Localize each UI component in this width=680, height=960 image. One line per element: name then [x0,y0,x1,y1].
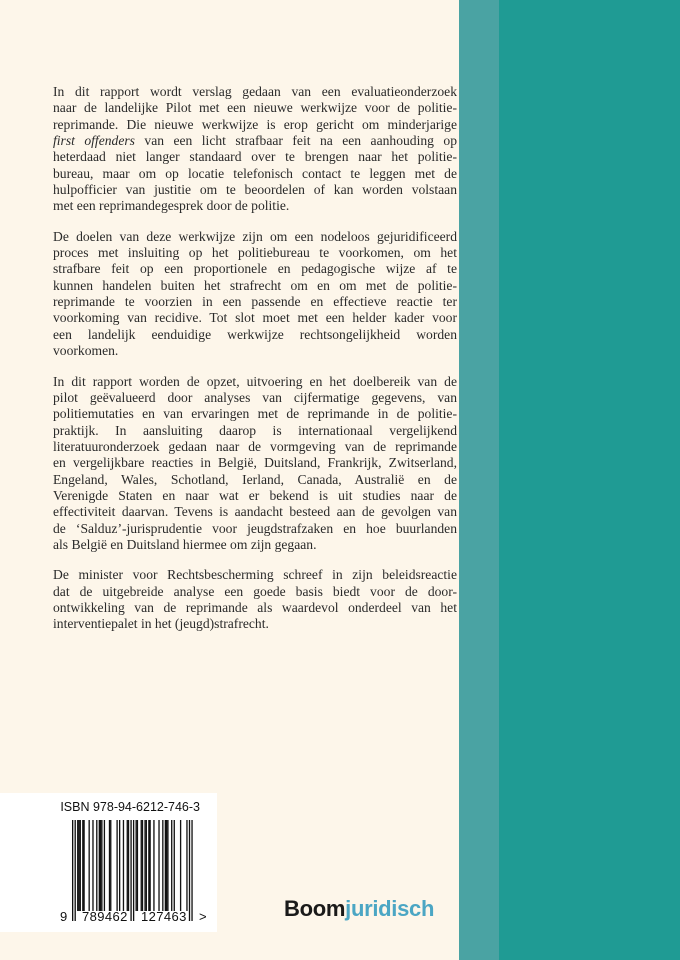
barcode-bar [128,820,129,911]
barcode-bar [144,820,145,911]
barcode-bar [191,820,192,921]
barcode-bar [89,820,90,911]
barcode-bar [174,820,175,911]
blurb-paragraph [53,229,457,360]
blurb-line: interventiepalet in het (jeugd)strafrecht. [53,616,269,632]
blurb-line: De doelen van deze werkwijze zijn om een nodeloos gejuridificeerd [53,228,457,244]
blurb-line: naar de landelijke Pilot met een nieuwe werkwijze voor de politie- [53,100,457,116]
barcode-bar [166,820,167,911]
barcode-bar [123,820,124,911]
blurb-line: dat de uitgebreide analyse een goede basis biedt voor de door- [53,583,457,599]
barcode-bar [96,820,97,911]
blurb-line: de ‘Salduz’-jurisprudentie voor jeugdstrafzaken en hoe buurlanden [53,520,457,536]
barcode-bar [158,820,159,911]
blurb-line: reprimande te voorzien in een passende en effectieve reactie ter [53,294,457,310]
barcode-bar [109,820,110,911]
barcode-bar [153,820,154,911]
barcode-bar [80,820,81,911]
barcode-bar [99,820,100,911]
barcode-bar [100,820,101,911]
blurb-line: voorkomen. [53,343,119,359]
blurb-line: Verenigde Staten en naar wat er bekend is uit studies naar de [53,487,457,503]
barcode-bar [75,820,76,921]
blurb-line: reprimande. Die nieuwe werkwijze is erop gericht om minderjarige [53,116,457,132]
barcode-bar [167,820,168,911]
front-cover-edge [499,0,680,960]
barcode-bar [137,820,138,911]
blurb-paragraph [53,84,457,215]
barcode-bar [83,820,84,911]
blurb-line: effectiviteit daarvan. Tevens is aandacht besteed aan de gevolgen van [53,504,457,520]
barcode-bar [186,820,187,911]
isbn-barcode [0,793,217,932]
barcode-bar [92,820,93,911]
barcode-bar [104,820,105,911]
publisher-logo [284,896,434,922]
barcode-bar [136,820,137,911]
back-cover-blurb [53,84,457,647]
spine-band-light [459,0,499,960]
barcode-bar [116,820,117,911]
barcode-digit-first: 9 [60,909,68,924]
blurb-paragraph [53,374,457,554]
barcode-digits-right: 127463 [141,909,187,924]
italic-term: first offenders [53,133,135,149]
barcode-bar [141,820,142,911]
barcode-bar [130,820,131,921]
blurb-line: hulpofficier van justitie om te beoordelen of kan worden volstaan [53,182,457,198]
blurb-line: strafbare feit op een proportionele en pedagogische wijze af te [53,261,457,277]
barcode-bar [146,820,147,911]
blurb-line-rest: van een licht strafbaar feit na een aanhouding op [134,133,457,149]
blurb-line: kunnen handelen buiten het strafrecht om en om met de politie- [53,277,457,293]
barcode-bar [72,820,73,921]
barcode-bar [162,820,163,911]
blurb-line [53,133,457,149]
blurb-line: ontwikkeling van de reprimande als waardevol onderdeel van het [53,599,457,615]
blurb-line: met een reprimandegesprek door de politie. [53,198,290,214]
logo-boom: Boom [284,896,346,921]
barcode-digits-left: 789462 [82,909,128,924]
blurb-line: literatuuronderzoek gedaan naar de vormgeving van de reprimande [53,438,457,454]
barcode-bar [189,820,190,921]
isbn-label: ISBN 978-94-6212-746-3 [60,800,200,814]
blurb-line: politiemutaties en van ervaringen met de reprimande in de politie- [53,406,457,422]
blurb-line: als België en Duitsland hiermee om zijn gegaan. [53,536,317,552]
barcode-bar [142,820,143,911]
barcode-bar [101,820,102,911]
blurb-line: In dit rapport worden de opzet, uitvoering en het doelbereik van de [53,373,457,389]
blurb-line: De minister voor Rechtsbescherming schreef in zijn beleidsreactie [53,567,457,583]
blurb-line: proces met insluiting op het politiebureau te voorkomen, om het [53,245,457,261]
blurb-line: bureau, maar om op locatie telefonisch contact te leggen met de [53,165,457,181]
logo-juridisch: juridisch [345,896,435,921]
barcode-bar [127,820,128,911]
barcode-bar [78,820,79,911]
blurb-paragraph [53,567,457,632]
barcode-bar [77,820,78,911]
blurb-line: praktijk. In aansluiting daarop is internationaal vergelijkend [53,422,457,438]
barcode-bar [119,820,120,911]
barcode-bar [149,820,150,911]
barcode-bar [82,820,83,911]
barcode-quiet-marker: > [199,909,207,924]
barcode-bar [165,820,166,911]
barcode-bar [133,820,134,921]
blurb-line: Engeland, Wales, Schotland, Ierland, Canada, Australië en de [53,471,457,487]
blurb-line: pilot geëvalueerd door analyses van cijfermatige gegevens, van [53,389,457,405]
blurb-line: een landelijk eenduidige werkwijze rechtsongelijkheid worden [53,326,457,342]
barcode-bar [171,820,172,911]
blurb-line: heterdaad niet langer standaard over te brengen naar het politie- [53,149,457,165]
barcode-bar [148,820,149,911]
barcode-bar [180,820,181,911]
blurb-line: In dit rapport wordt verslag gedaan van een evaluatieonderzoek [53,84,457,99]
barcode-bar [110,820,111,911]
blurb-line: voorkoming van recidive. Tot slot moet met een helder kader voor [53,310,457,326]
blurb-line: en vergelijkbare reacties in België, Duitsland, Frankrijk, Zwitserland, [53,455,457,471]
